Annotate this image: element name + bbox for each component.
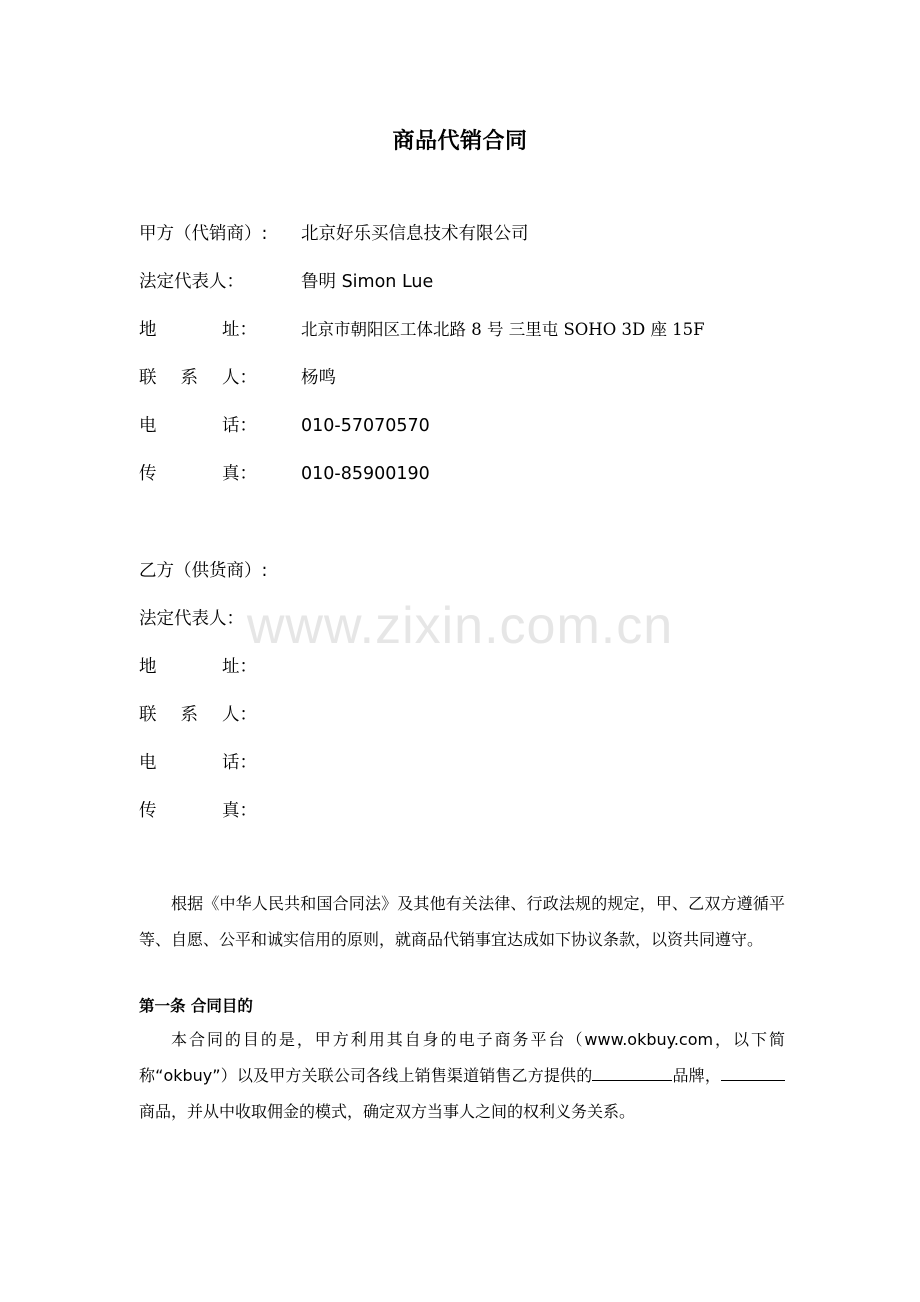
article-1-text-part1: 本合同的目的是，甲方利用其自身的电子商务平台（www.okbuy.com，以下简称“okbuy”）以及甲方关联公司各线上销售渠道销售乙方提供的 — [139, 1030, 785, 1085]
party-b-contact-label — [139, 702, 257, 728]
label-char: 电 — [139, 753, 157, 773]
party-b-heading: 乙方（供货商）: — [139, 561, 268, 581]
article-1-heading: 第一条 合同目的 — [139, 997, 253, 1015]
label-colon: ： — [239, 705, 257, 725]
preamble-paragraph: 根据《中华人民共和国合同法》及其他有关法律、行政法规的规定，甲、乙双方遵循平等、自愿、公平和诚实信用的原则，就商品代销事宜达成如下协议条款，以资共同遵守。 — [139, 894, 785, 949]
label-char: 系 — [180, 705, 198, 725]
party-a-fax-value: 010-85900190 — [301, 464, 430, 484]
article-1-paragraph — [139, 1022, 785, 1130]
label-char: 址 — [222, 320, 240, 340]
label-char: 真 — [222, 464, 240, 484]
party-a-fax-label — [139, 461, 257, 487]
label-char: 址 — [222, 657, 240, 677]
party-b-phone-label — [139, 750, 257, 776]
article-1-text-part3: 商品，并从中收取佣金的模式，确定双方当事人之间的权利义务关系。 — [139, 1102, 636, 1121]
label-colon: ： — [239, 801, 257, 821]
brand-blank — [592, 1062, 672, 1081]
label-char: 联 — [139, 705, 157, 725]
label-colon: ： — [239, 368, 257, 388]
label-char: 话 — [222, 416, 240, 436]
label-colon: ： — [239, 320, 257, 340]
party-a-rep-label: 法定代表人： — [139, 272, 244, 292]
label-char: 话 — [222, 753, 240, 773]
party-a-rep-value: 鲁明 Simon Lue — [301, 272, 434, 292]
label-colon: ： — [239, 753, 257, 773]
party-b-rep-label: 法定代表人： — [139, 609, 244, 629]
goods-blank — [721, 1062, 785, 1081]
party-a-contact-value: 杨鸣 — [301, 368, 336, 388]
label-char: 人 — [222, 705, 240, 725]
label-colon: ： — [239, 464, 257, 484]
party-a-contact-label — [139, 365, 257, 391]
label-char: 电 — [139, 416, 157, 436]
party-a-phone-label — [139, 413, 257, 439]
party-a-address-label — [139, 317, 257, 343]
label-char: 系 — [180, 368, 198, 388]
label-colon: ： — [239, 657, 257, 677]
label-char: 地 — [139, 320, 157, 340]
party-a-phone-value: 010-57070570 — [301, 416, 430, 436]
article-1-text-part2: 品牌， — [672, 1066, 721, 1085]
label-colon: ： — [239, 416, 257, 436]
label-char: 传 — [139, 801, 157, 821]
label-char: 人 — [222, 368, 240, 388]
watermark: www.zixin.com.cn — [246, 597, 674, 655]
label-char: 传 — [139, 464, 157, 484]
party-b-fax-label — [139, 798, 257, 824]
label-char: 真 — [222, 801, 240, 821]
party-a-address-value: 北京市朝阳区工体北路 8 号 三里屯 SOHO 3D 座 15F — [301, 320, 705, 339]
party-a-heading: 甲方（代销商）: — [139, 224, 268, 244]
document-title: 商品代销合同 — [392, 129, 528, 154]
party-a-company: 北京好乐买信息技术有限公司 — [301, 224, 529, 244]
party-b-address-label — [139, 654, 257, 680]
label-char: 地 — [139, 657, 157, 677]
label-char: 联 — [139, 368, 157, 388]
